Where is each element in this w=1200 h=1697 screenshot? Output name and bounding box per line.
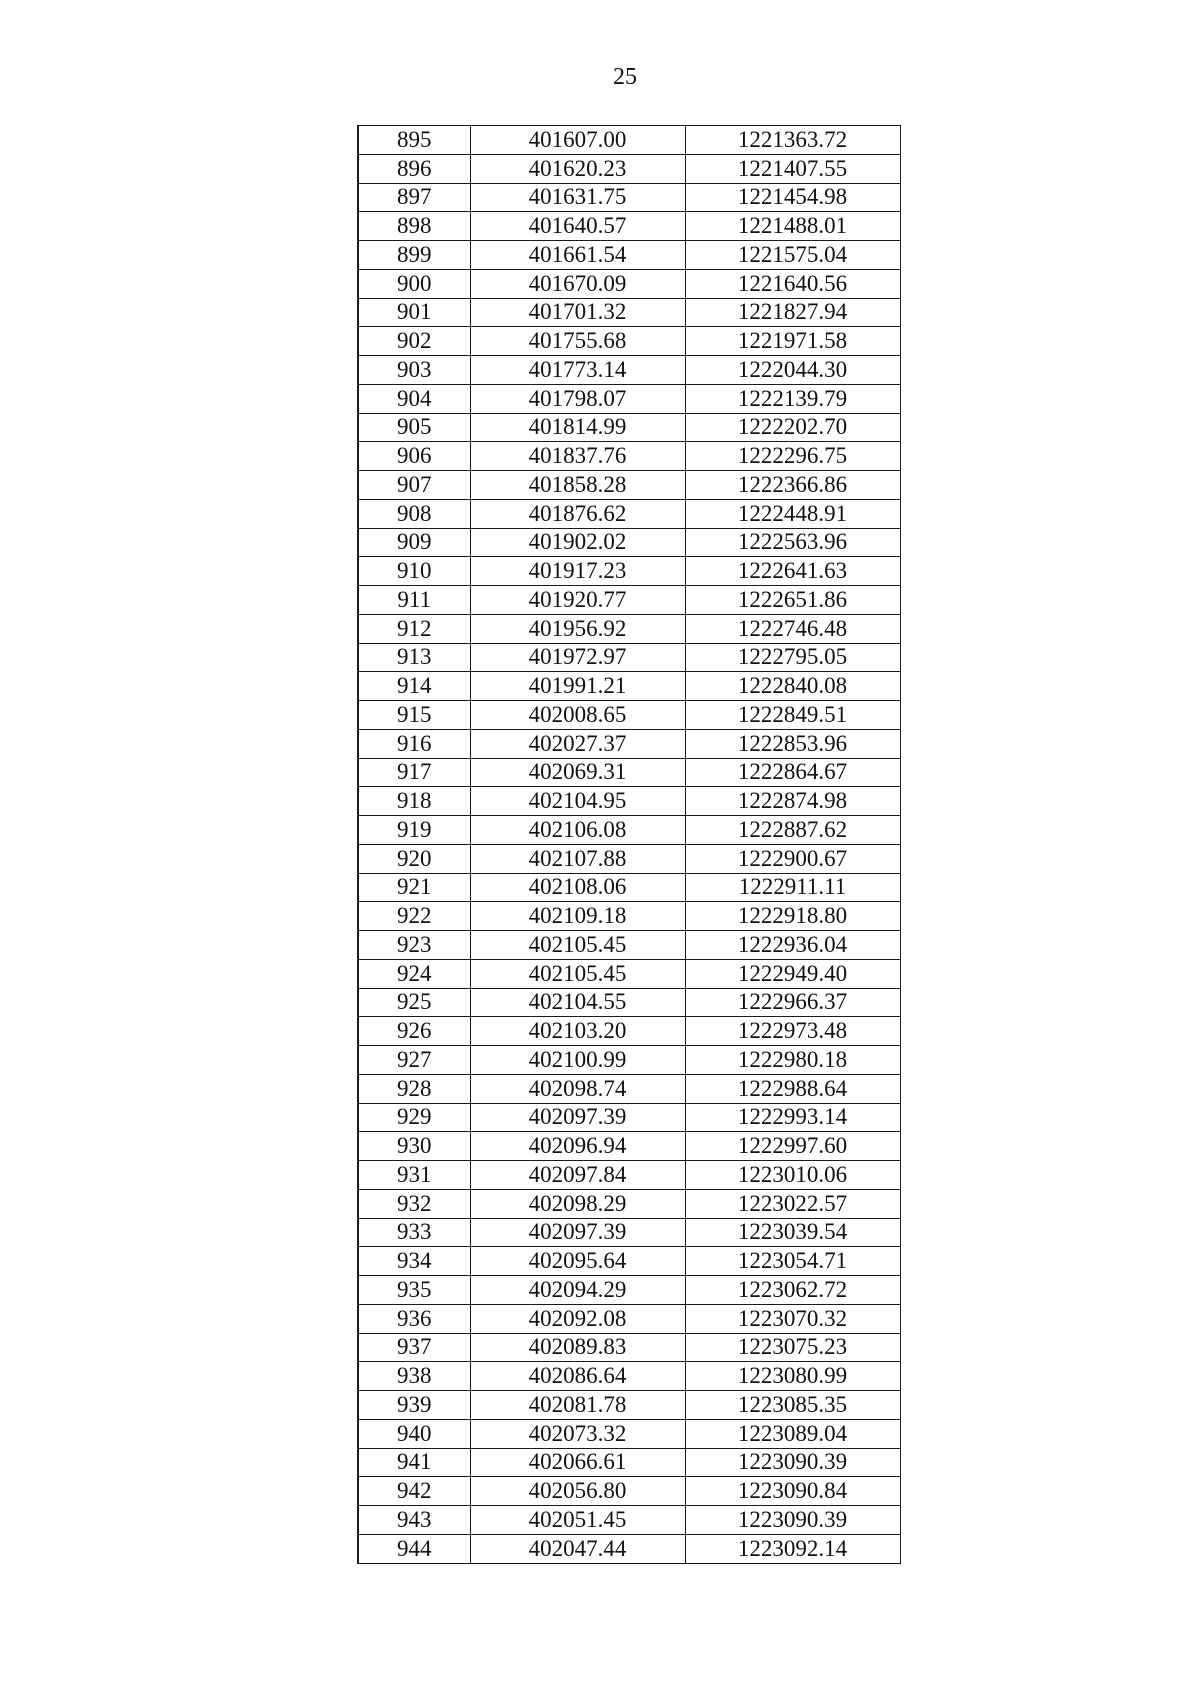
table-row	[358, 298, 900, 327]
table-row	[358, 758, 900, 787]
y-coordinate-cell: 1223085.35	[685, 1391, 900, 1420]
x-coordinate-cell: 401956.92	[470, 614, 685, 643]
point-number-cell: 920	[358, 844, 470, 873]
table-row	[358, 672, 900, 701]
y-coordinate-cell: 1222911.11	[685, 873, 900, 902]
table-row	[358, 1391, 900, 1420]
point-number-cell: 914	[358, 672, 470, 701]
table-row	[358, 327, 900, 356]
x-coordinate-cell: 402066.61	[470, 1448, 685, 1477]
point-number-cell: 937	[358, 1333, 470, 1362]
point-number-cell: 918	[358, 787, 470, 816]
point-number-cell: 906	[358, 442, 470, 471]
point-number-cell: 909	[358, 528, 470, 557]
y-coordinate-cell: 1223054.71	[685, 1247, 900, 1276]
y-coordinate-cell: 1223092.14	[685, 1534, 900, 1563]
x-coordinate-cell: 402095.64	[470, 1247, 685, 1276]
point-number-cell: 908	[358, 499, 470, 528]
y-coordinate-cell: 1222296.75	[685, 442, 900, 471]
y-coordinate-cell: 1222900.67	[685, 844, 900, 873]
table-row	[358, 241, 900, 270]
x-coordinate-cell: 401701.32	[470, 298, 685, 327]
y-coordinate-cell: 1223070.32	[685, 1304, 900, 1333]
table-row	[358, 557, 900, 586]
y-coordinate-cell: 1223010.06	[685, 1161, 900, 1190]
y-coordinate-cell: 1222651.86	[685, 586, 900, 615]
y-coordinate-cell: 1222139.79	[685, 384, 900, 413]
y-coordinate-cell: 1223075.23	[685, 1333, 900, 1362]
x-coordinate-cell: 402106.08	[470, 816, 685, 845]
x-coordinate-cell: 402097.39	[470, 1218, 685, 1247]
table-row	[358, 1304, 900, 1333]
y-coordinate-cell: 1222874.98	[685, 787, 900, 816]
point-number-cell: 896	[358, 154, 470, 183]
point-number-cell: 919	[358, 816, 470, 845]
x-coordinate-cell: 402051.45	[470, 1506, 685, 1535]
x-coordinate-cell: 401670.09	[470, 269, 685, 298]
point-number-cell: 943	[358, 1506, 470, 1535]
table-row	[358, 988, 900, 1017]
x-coordinate-cell: 401972.97	[470, 643, 685, 672]
table-row	[358, 1276, 900, 1305]
x-coordinate-cell: 402094.29	[470, 1276, 685, 1305]
table-row	[358, 902, 900, 931]
table-row	[358, 1161, 900, 1190]
point-number-cell: 898	[358, 212, 470, 241]
point-number-cell: 900	[358, 269, 470, 298]
x-coordinate-cell: 402089.83	[470, 1333, 685, 1362]
point-number-cell: 916	[358, 729, 470, 758]
x-coordinate-cell: 402103.20	[470, 1017, 685, 1046]
x-coordinate-cell: 402107.88	[470, 844, 685, 873]
y-coordinate-cell: 1223062.72	[685, 1276, 900, 1305]
y-coordinate-cell: 1222966.37	[685, 988, 900, 1017]
point-number-cell: 917	[358, 758, 470, 787]
x-coordinate-cell: 401798.07	[470, 384, 685, 413]
y-coordinate-cell: 1222853.96	[685, 729, 900, 758]
table-row	[358, 1103, 900, 1132]
y-coordinate-cell: 1222988.64	[685, 1074, 900, 1103]
table-row	[358, 471, 900, 500]
x-coordinate-cell: 401876.62	[470, 499, 685, 528]
y-coordinate-cell: 1223039.54	[685, 1218, 900, 1247]
table-row	[358, 126, 900, 155]
point-number-cell: 936	[358, 1304, 470, 1333]
y-coordinate-cell: 1221971.58	[685, 327, 900, 356]
y-coordinate-cell: 1221488.01	[685, 212, 900, 241]
table-row	[358, 729, 900, 758]
y-coordinate-cell: 1221454.98	[685, 183, 900, 212]
table-row	[358, 816, 900, 845]
table-row	[358, 1362, 900, 1391]
point-number-cell: 928	[358, 1074, 470, 1103]
point-number-cell: 940	[358, 1419, 470, 1448]
y-coordinate-cell: 1222887.62	[685, 816, 900, 845]
table-row	[358, 1132, 900, 1161]
table-row	[358, 1506, 900, 1535]
point-number-cell: 930	[358, 1132, 470, 1161]
table-row	[358, 1017, 900, 1046]
y-coordinate-cell: 1222641.63	[685, 557, 900, 586]
x-coordinate-cell: 402109.18	[470, 902, 685, 931]
y-coordinate-cell: 1223080.99	[685, 1362, 900, 1391]
x-coordinate-cell: 401837.76	[470, 442, 685, 471]
y-coordinate-cell: 1222993.14	[685, 1103, 900, 1132]
y-coordinate-cell: 1222849.51	[685, 701, 900, 730]
point-number-cell: 902	[358, 327, 470, 356]
y-coordinate-cell: 1222563.96	[685, 528, 900, 557]
point-number-cell: 931	[358, 1161, 470, 1190]
y-coordinate-cell: 1223089.04	[685, 1419, 900, 1448]
point-number-cell: 922	[358, 902, 470, 931]
y-coordinate-cell: 1222973.48	[685, 1017, 900, 1046]
point-number-cell: 932	[358, 1189, 470, 1218]
x-coordinate-cell: 402100.99	[470, 1046, 685, 1075]
table-row	[358, 931, 900, 960]
table-row	[358, 873, 900, 902]
point-number-cell: 907	[358, 471, 470, 500]
x-coordinate-cell: 401631.75	[470, 183, 685, 212]
table-row	[358, 1333, 900, 1362]
table-row	[358, 528, 900, 557]
point-number-cell: 904	[358, 384, 470, 413]
x-coordinate-cell: 401902.02	[470, 528, 685, 557]
x-coordinate-cell: 402056.80	[470, 1477, 685, 1506]
y-coordinate-cell: 1222202.70	[685, 413, 900, 442]
point-number-cell: 895	[358, 126, 470, 155]
x-coordinate-cell: 402073.32	[470, 1419, 685, 1448]
table-row	[358, 1534, 900, 1563]
x-coordinate-cell: 402092.08	[470, 1304, 685, 1333]
point-number-cell: 905	[358, 413, 470, 442]
table-row	[358, 1477, 900, 1506]
table-row	[358, 701, 900, 730]
y-coordinate-cell: 1222918.80	[685, 902, 900, 931]
x-coordinate-cell: 401917.23	[470, 557, 685, 586]
x-coordinate-cell: 402096.94	[470, 1132, 685, 1161]
coordinates-table-body	[358, 126, 900, 1564]
y-coordinate-cell: 1222366.86	[685, 471, 900, 500]
table-row	[358, 499, 900, 528]
point-number-cell: 933	[358, 1218, 470, 1247]
point-number-cell: 915	[358, 701, 470, 730]
y-coordinate-cell: 1222980.18	[685, 1046, 900, 1075]
x-coordinate-cell: 402097.84	[470, 1161, 685, 1190]
table-row	[358, 844, 900, 873]
x-coordinate-cell: 402104.55	[470, 988, 685, 1017]
x-coordinate-cell: 402105.45	[470, 959, 685, 988]
x-coordinate-cell: 402105.45	[470, 931, 685, 960]
x-coordinate-cell: 402098.74	[470, 1074, 685, 1103]
point-number-cell: 938	[358, 1362, 470, 1391]
table-row	[358, 154, 900, 183]
coordinates-table	[357, 125, 901, 1564]
x-coordinate-cell: 401755.68	[470, 327, 685, 356]
x-coordinate-cell: 401773.14	[470, 356, 685, 385]
table-row	[358, 959, 900, 988]
table-row	[358, 643, 900, 672]
point-number-cell: 903	[358, 356, 470, 385]
y-coordinate-cell: 1221407.55	[685, 154, 900, 183]
x-coordinate-cell: 402008.65	[470, 701, 685, 730]
y-coordinate-cell: 1222448.91	[685, 499, 900, 528]
table-row	[358, 1046, 900, 1075]
table-row	[358, 1419, 900, 1448]
point-number-cell: 913	[358, 643, 470, 672]
table-row	[358, 413, 900, 442]
x-coordinate-cell: 401607.00	[470, 126, 685, 155]
x-coordinate-cell: 401620.23	[470, 154, 685, 183]
point-number-cell: 901	[358, 298, 470, 327]
x-coordinate-cell: 402086.64	[470, 1362, 685, 1391]
point-number-cell: 941	[358, 1448, 470, 1477]
y-coordinate-cell: 1221827.94	[685, 298, 900, 327]
x-coordinate-cell: 401991.21	[470, 672, 685, 701]
x-coordinate-cell: 401661.54	[470, 241, 685, 270]
y-coordinate-cell: 1222936.04	[685, 931, 900, 960]
y-coordinate-cell: 1223090.39	[685, 1506, 900, 1535]
y-coordinate-cell: 1222795.05	[685, 643, 900, 672]
point-number-cell: 925	[358, 988, 470, 1017]
y-coordinate-cell: 1222840.08	[685, 672, 900, 701]
table-row	[358, 183, 900, 212]
table-row	[358, 1218, 900, 1247]
page-number: 25	[613, 64, 637, 90]
table-row	[358, 614, 900, 643]
point-number-cell: 899	[358, 241, 470, 270]
point-number-cell: 897	[358, 183, 470, 212]
point-number-cell: 923	[358, 931, 470, 960]
point-number-cell: 926	[358, 1017, 470, 1046]
point-number-cell: 927	[358, 1046, 470, 1075]
table-row	[358, 586, 900, 615]
y-coordinate-cell: 1222949.40	[685, 959, 900, 988]
x-coordinate-cell: 402081.78	[470, 1391, 685, 1420]
x-coordinate-cell: 402108.06	[470, 873, 685, 902]
table-row	[358, 787, 900, 816]
x-coordinate-cell: 402104.95	[470, 787, 685, 816]
table-row	[358, 1189, 900, 1218]
x-coordinate-cell: 402098.29	[470, 1189, 685, 1218]
y-coordinate-cell: 1222746.48	[685, 614, 900, 643]
x-coordinate-cell: 402069.31	[470, 758, 685, 787]
y-coordinate-cell: 1223090.84	[685, 1477, 900, 1506]
x-coordinate-cell: 402097.39	[470, 1103, 685, 1132]
point-number-cell: 935	[358, 1276, 470, 1305]
x-coordinate-cell: 401814.99	[470, 413, 685, 442]
point-number-cell: 910	[358, 557, 470, 586]
table-row	[358, 442, 900, 471]
table-row	[358, 212, 900, 241]
y-coordinate-cell: 1221575.04	[685, 241, 900, 270]
point-number-cell: 912	[358, 614, 470, 643]
x-coordinate-cell: 402047.44	[470, 1534, 685, 1563]
x-coordinate-cell: 401920.77	[470, 586, 685, 615]
point-number-cell: 921	[358, 873, 470, 902]
table-row	[358, 269, 900, 298]
table-row	[358, 1448, 900, 1477]
y-coordinate-cell: 1223090.39	[685, 1448, 900, 1477]
y-coordinate-cell: 1222044.30	[685, 356, 900, 385]
point-number-cell: 939	[358, 1391, 470, 1420]
point-number-cell: 944	[358, 1534, 470, 1563]
y-coordinate-cell: 1222864.67	[685, 758, 900, 787]
point-number-cell: 934	[358, 1247, 470, 1276]
point-number-cell: 911	[358, 586, 470, 615]
point-number-cell: 929	[358, 1103, 470, 1132]
y-coordinate-cell: 1221640.56	[685, 269, 900, 298]
table-row	[358, 1074, 900, 1103]
point-number-cell: 942	[358, 1477, 470, 1506]
table-row	[358, 1247, 900, 1276]
x-coordinate-cell: 401858.28	[470, 471, 685, 500]
point-number-cell: 924	[358, 959, 470, 988]
y-coordinate-cell: 1222997.60	[685, 1132, 900, 1161]
y-coordinate-cell: 1223022.57	[685, 1189, 900, 1218]
table-row	[358, 384, 900, 413]
x-coordinate-cell: 401640.57	[470, 212, 685, 241]
y-coordinate-cell: 1221363.72	[685, 126, 900, 155]
x-coordinate-cell: 402027.37	[470, 729, 685, 758]
table-row	[358, 356, 900, 385]
